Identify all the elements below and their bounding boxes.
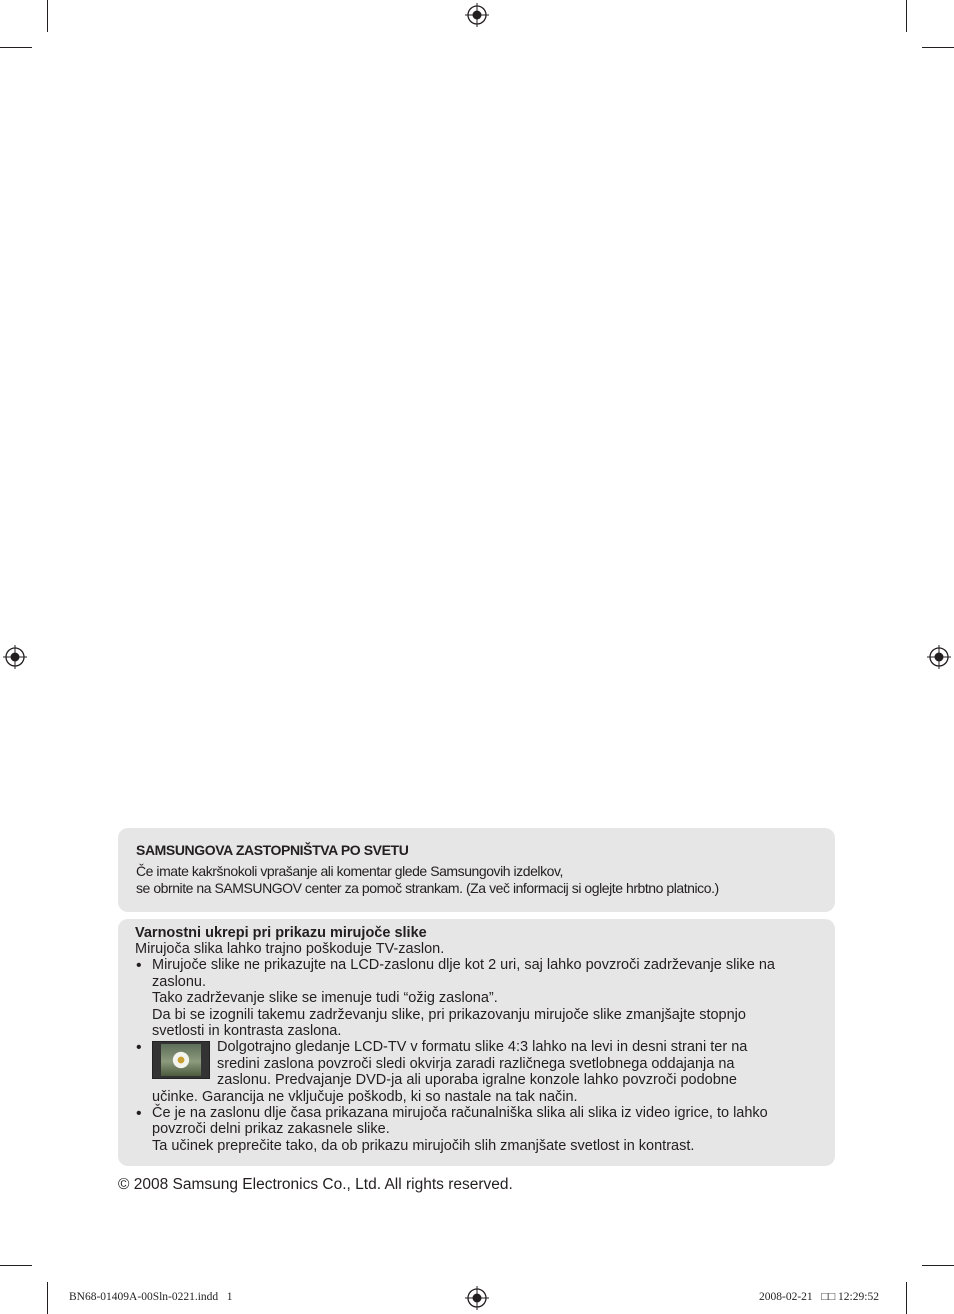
crop-mark bbox=[0, 1265, 32, 1266]
precautions-title: Varnostni ukrepi pri prikazu mirujoče slike bbox=[135, 925, 427, 941]
precaution-bullet bbox=[135, 957, 827, 1039]
crop-mark bbox=[47, 0, 48, 32]
precaution-bullet-with-image bbox=[152, 1039, 827, 1088]
crop-mark bbox=[922, 47, 954, 48]
service-centers-panel bbox=[118, 828, 835, 912]
service-centers-title: SAMSUNGOVA ZASTOPNIŠTVA PO SVETU bbox=[136, 842, 409, 858]
registration-mark-icon bbox=[927, 645, 951, 669]
precaution-bullet bbox=[135, 1105, 827, 1154]
precaution-bullet-text: Dolgotrajno gledanje LCD-TV v formatu slike 4:3 lahko na levi in desni strani ter na sredini zaslona povzroči sledi okvirja zaradi različnega svetlobnega oddajanja na zaslonu. Predvajanje DVD-ja ali uporaba igralne konzole lahko povzroči podobne bbox=[217, 1039, 748, 1089]
footer-date-time: 2008-02-21 □□ 12:29:52 bbox=[759, 1291, 879, 1303]
footer-file-name: BN68-01409A-00Sln-0221.indd 1 bbox=[69, 1291, 233, 1303]
precaution-bullet-continuation: učinke. Garancija ne vključuje poškodb, ki so nastale na tak način. bbox=[152, 1088, 578, 1105]
precaution-bullet-text: Če je na zaslonu dlje časa prikazana mirujoča računalniška slika ali slika iz video igrice, to lahko povzroči delni prikaz zakasnele slike. Ta učinek preprečite tako, da ob prikazu mirujočih slih zmanjšate svetlost in kontrast. bbox=[152, 1105, 768, 1154]
service-centers-text-line: Če imate kakršnokoli vprašanje ali komentar glede Samsungovih izdelkov, bbox=[136, 863, 563, 879]
service-centers-text-line: se obrnite na SAMSUNGOV center za pomoč strankam. (Za več informacij si oglejte hrbtno platnico.) bbox=[136, 880, 719, 896]
crop-mark bbox=[922, 1265, 954, 1266]
registration-mark-icon bbox=[465, 1286, 489, 1310]
registration-mark-icon bbox=[3, 645, 27, 669]
still-image-precautions-panel bbox=[118, 919, 835, 1166]
tv-flower-image bbox=[152, 1041, 210, 1079]
copyright-notice: © 2008 Samsung Electronics Co., Ltd. All rights reserved. bbox=[118, 1176, 513, 1193]
crop-mark bbox=[47, 1282, 48, 1314]
precaution-bullet bbox=[135, 1039, 827, 1088]
crop-mark bbox=[0, 47, 32, 48]
bullet-symbol: • bbox=[136, 957, 142, 975]
precautions-intro: Mirujoča slika lahko trajno poškoduje TV-zaslon. bbox=[135, 941, 445, 957]
crop-mark bbox=[906, 1282, 907, 1314]
precaution-bullet-text: Mirujoče slike ne prikazujte na LCD-zaslonu dlje kot 2 uri, saj lahko povzroči zadrževanje slike na zaslonu. Tako zadrževanje slike se imenuje tudi “ožig zaslona”. Da bi se izognili takemu zadrževanju slike, pri prikazovanju mirujoče slike zmanjšajte stopnjo svetlosti in kontrasta zaslona. bbox=[152, 957, 775, 1040]
crop-mark bbox=[906, 0, 907, 32]
bullet-symbol: • bbox=[136, 1105, 142, 1123]
bullet-symbol: • bbox=[136, 1039, 142, 1057]
registration-mark-icon bbox=[465, 3, 489, 27]
